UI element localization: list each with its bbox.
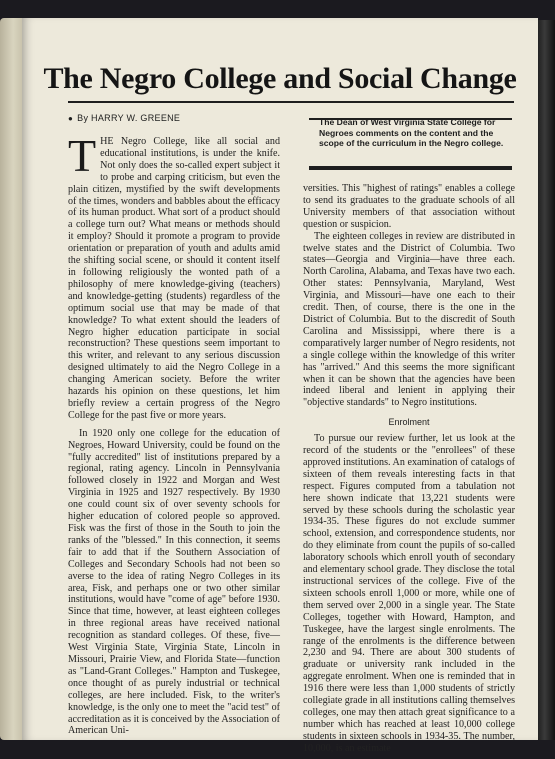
article-deck: The Dean of West Virginia State College for Negroes comments on the content and the scope of the curriculum in the Negro college. [319, 117, 504, 148]
right-column [303, 183, 515, 755]
magazine-page [22, 18, 538, 754]
article-title: The Negro College and Social Change [43, 62, 517, 95]
paragraph-intro-text: HE Negro College, like all social and educational institutions, is under the knife. Not only does the so-called expert subject it to probe and carping criticism, but even the plain citizen, mystified by the swift developments of the times, wonders and babbles about the efficacy of its human product. What sort of a product should a college turn out? What means or methods should it employ? Should it promote a program to provide orientation or preparation of youth and adults amid the shifting social scene, or should it content itself in following religiously the wonted path of a philosophy of mere knowledge-giving (teachers) and knowledge-getting (students) regardless of the optimum social use that may be made of that knowledge? To what extent should the leaders of Negro higher education participate in social reconstruction? These questions seem important to this writer, and relevant to any serious discussion designed ultimately to aid the Negro College in a changing American society. Before the writer hazards his opinion on these questions, let him briefly review a certain progress of the Negro College for the past five or more years. [68, 136, 280, 421]
byline [68, 113, 180, 123]
paragraph-accreditation: In 1920 only one college for the education of Negroes, Howard University, could be found on the "fully accredited" list of institutions prepared by a regional, rating agency. Lincoln in Pennsylvania followed closely in 1922 and Morgan and West Virginia in 1925 and 1927 respectively. By 1930 one could count six of over seventy schools for higher education of colored people so approved. Fisk was the first of those in the South to join the ranks of the "blessed." In this connection, it seems fair to add that if the Southern Association of Colleges and Secondary Schools had not been so averse to the idea of rating Negro Colleges in its area, Fisk, and perhaps one or two other similar institutions, would have "come of age" before 1930. Since that time, however, at least eighteen colleges in three regional areas have received national recognition as standard colleges. Of these, five—West Virginia State, Virginia State, Lincoln in Missouri, Prairie View, and Florida State—function as "Land-Grant Colleges." Hampton and Tuskegee, once thought of as purely industrial or technical colleges, are here included. Fisk, to the writer's knowledge, is the only one to meet the "acid test" of accreditation as it is conceived by the Association of American Uni- [68, 427, 280, 737]
deck-rule-bottom [309, 166, 512, 170]
title-rule [68, 101, 514, 103]
facing-page-edge [0, 18, 22, 740]
byline-text: By HARRY W. GREENE [77, 113, 181, 123]
bullet-icon: ● [68, 114, 74, 123]
drop-cap: T [68, 130, 97, 181]
paragraph-distribution: The eighteen colleges in review are distributed in twelve states and the District of Columbia. Two states—Georgia and Virginia—have three each. North Carolina, Alabama, and Texas have two each. Other states: Pennsylvania, Maryland, West Virginia, and Missouri—have one each to their credit. Then, of course, there is the one in the District of Columbia. But to the discredit of South Carolina and Mississippi, where there is a comparatively larger number of Negro residents, not a single college within the knowledge of this writer has "arrived." And this seems the more significant when it can be shown that the agencies have been indeed liberal and lenient in applying their "objective standards" to Negro institutions. [303, 230, 515, 409]
paragraph-intro [68, 130, 280, 422]
section-heading-enrolment: Enrolment [388, 417, 430, 428]
left-column [68, 130, 280, 737]
book-binding-edge [538, 20, 555, 740]
paragraph-continued: versities. This "highest of ratings" enables a college to send its graduates to the graduate schools of all University members of that association without question or suspicion. [303, 183, 515, 230]
paragraph-enrolment: To pursue our review further, let us look at the record of the students or the "enrollees" of these approved institutions. An examination of catalogs of sixteen of them reveals interesting facts in that respect. Figures computed from a tabulation not here shown indicate that 13,221 students were served by these schools during the scholastic year 1934-35. These figures do not exclude summer school, extension, and correspondence students, nor do they eliminate from count the pupils of so-called laboratory schools which enroll youth of secondary and elementary school grade. They disclose the total instructional services of the college. Five of the sixteen schools enroll 1,000 or more, while one of them served over 2,000 in a single year. The State Colleges, together with Howard, Hampton, and Tuskegee, have the largest single enrolments. The range of the enrolments is the difference between 2,230 and 94. There are about 300 students of graduate or university rank included in the aggregate enrolment. When one is reminded that in 1916 there were less than 1,000 students of strictly collegiate grade in all institutions calling themselves colleges, one may then attach great significance to a number which has reached at least 10,000 college students in sixteen schools in 1934-35. The number, 10,000, is an estimate [303, 433, 515, 754]
